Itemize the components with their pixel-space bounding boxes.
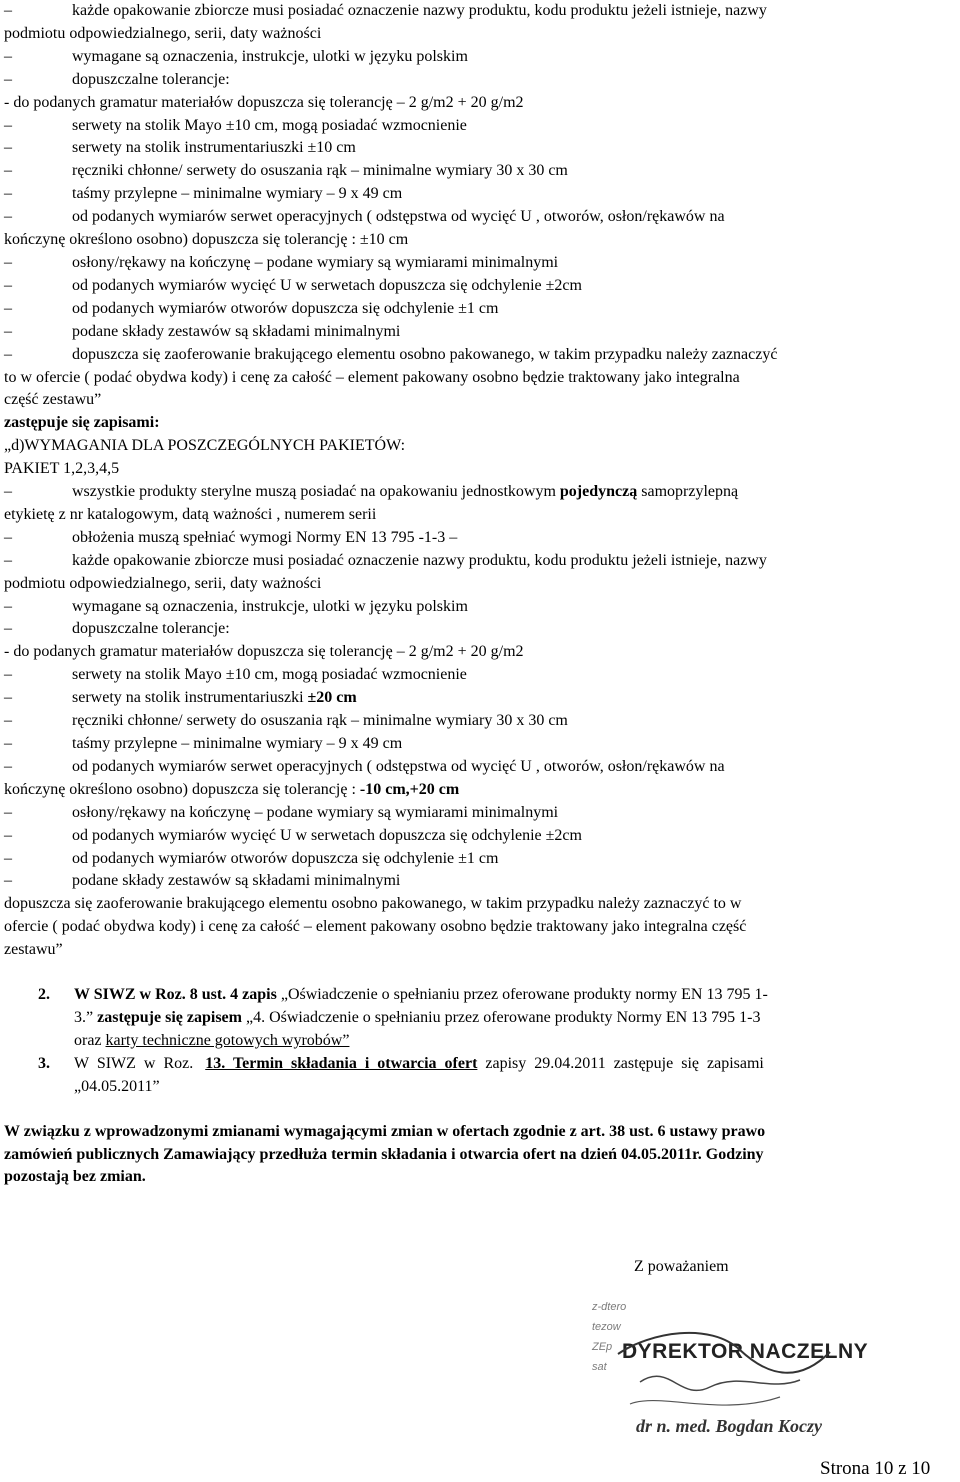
dash-bullet: – <box>4 620 12 638</box>
list-item: – serwety na stolik Mayo ±10 cm, mogą posiadać wzmocnienie <box>4 115 956 138</box>
list-item: – od podanych wymiarów wycięć U w serwetach dopuszcza się odchylenie ±2cm <box>4 275 956 298</box>
dash-bullet: – <box>4 47 12 65</box>
list-item-continuation: etykietę z nr katalogowym, datą ważności , numerem serii <box>4 505 377 523</box>
section-new-requirements <box>4 527 956 687</box>
list-item: – od podanych wymiarów serwet operacyjnych ( odstępstwa od wycięć U , otworów, osłon/rękawów na <box>4 206 956 229</box>
list-item: – serwety na stolik Mayo ±10 cm, mogą posiadać wzmocnienie <box>4 664 956 687</box>
list-item: – wymagane są oznaczenia, instrukcje, ulotki w języku polskim <box>4 46 956 69</box>
dash-bullet: – <box>4 208 12 226</box>
list-item: – ręczniki chłonne/ serwety do osuszania rąk – minimalne wymiary 30 x 30 cm <box>4 160 956 183</box>
dash-bullet: – <box>4 253 12 271</box>
list-item: – obłożenia muszą spełniać wymogi Normy EN 13 795 -1-3 – <box>4 527 956 550</box>
list-item-continuation: podmiotu odpowiedzialnego, serii, daty ważności <box>4 24 322 42</box>
dash-bullet: – <box>4 803 12 821</box>
section-new-requirements-c <box>4 802 956 894</box>
paragraph-line: pozostają bez zmian. <box>4 1168 146 1186</box>
dash-bullet: – <box>4 345 12 363</box>
list-item: – każde opakowanie zbiorcze musi posiadać oznaczenie nazwy produktu, kodu produktu jeżeli istnieje, nazwy <box>4 550 956 573</box>
numbered-item-2: 2. W SIWZ w Roz. 8 ust. 4 zapis „Oświadczenie o spełnianiu przez oferowane produkty normy EN 13 795 1- 3.” zastępuje się zapisem „4. Oświadczenie o spełnianiu przez oferowane produkty Normy EN 13 795 1-3 oraz karty techniczne gotowych wyrobów” <box>38 986 768 1049</box>
dash-bullet: – <box>4 322 12 340</box>
dash-bullet: – <box>4 712 12 730</box>
list-item: – taśmy przylepne – minimalne wymiary – 9 x 49 cm <box>4 733 956 756</box>
list-item-continuation: część zestawu” <box>4 391 102 409</box>
list-item: – od podanych wymiarów otworów dopuszcza się odchylenie ±1 cm <box>4 848 956 871</box>
list-item: – podane składy zestawów są składami minimalnymi <box>4 870 956 893</box>
paragraph-line: dopuszcza się zaoferowanie brakującego elementu osobno pakowanego, w takim przypadku należy zaznaczyć to w <box>4 895 742 913</box>
dash-bullet: – <box>4 551 12 569</box>
section-old-requirements <box>4 0 956 412</box>
dash-bullet: – <box>4 666 12 684</box>
numbered-item-3: 3. W SIWZ w Roz. 13. Termin składania i otwarcia ofert zapisy 29.04.2011 zastępuje się zapisami „04.05.2011” <box>38 1054 764 1095</box>
list-item: – osłony/rękawy na kończynę – podane wymiary są wymiarami minimalnymi <box>4 252 956 275</box>
dash-bullet: – <box>4 276 12 294</box>
stamp-signature <box>570 1292 910 1452</box>
stamp-signature-text: dr n. med. Bogdan Koczy <box>636 1416 823 1436</box>
stamp-title: DYREKTOR NACZELNY <box>622 1340 869 1363</box>
list-item: – dopuszczalne tolerancje: <box>4 69 956 92</box>
dash-bullet: – <box>4 2 12 19</box>
dash-bullet: – <box>4 299 12 317</box>
dash-bullet: – <box>4 528 12 546</box>
list-item-continuation: podmiotu odpowiedzialnego, serii, daty ważności <box>4 574 322 592</box>
paragraph-line: zestawu” <box>4 941 63 959</box>
list-item-continuation: - do podanych gramatur materiałów dopuszcza się tolerancję – 2 g/m2 + 20 g/m2 <box>4 93 524 111</box>
pakiet-label: PAKIET 1,2,3,4,5 <box>4 460 120 478</box>
list-item: – ręczniki chłonne/ serwety do osuszania rąk – minimalne wymiary 30 x 30 cm <box>4 710 956 733</box>
dash-bullet: – <box>4 826 12 844</box>
list-item: – wszystkie produkty sterylne muszą posiadać na opakowaniu jednostkowym pojedynczą samoprzylepną <box>4 481 956 504</box>
dash-bullet: – <box>4 757 12 775</box>
list-item-continuation: to w ofercie ( podać obydwa kody) i cenę za całość – element pakowany osobno będzie traktowany jako integralna <box>4 368 740 386</box>
list-item: – osłony/rękawy na kończynę – podane wymiary są wymiarami minimalnymi <box>4 802 956 825</box>
list-item: – dopuszcza się zaoferowanie brakującego elementu osobno pakowanego, w takim przypadku należy zaznaczyć <box>4 344 956 367</box>
svg-text:z-dtero: z-dtero <box>592 1301 627 1313</box>
dash-bullet: – <box>4 116 12 134</box>
list-item-continuation: - do podanych gramatur materiałów dopuszcza się tolerancję – 2 g/m2 + 20 g/m2 <box>4 643 524 661</box>
dash-bullet: – <box>4 70 12 88</box>
document-body <box>4 0 956 1189</box>
paragraph-line: W związku z wprowadzonymi zmianami wymagającymi zmian w ofertach zgodnie z art. 38 ust. 6 ustawy prawo <box>4 1122 766 1140</box>
dash-bullet: – <box>4 735 12 752</box>
list-item: – od podanych wymiarów serwet operacyjnych ( odstępstwa od wycięć U , otworów, osłon/rękawów na <box>4 756 956 779</box>
svg-text:sat: sat <box>592 1361 607 1373</box>
svg-text:tezow: tezow <box>592 1321 621 1333</box>
dash-bullet: – <box>4 139 12 157</box>
list-item: – wymagane są oznaczenia, instrukcje, ulotki w języku polskim <box>4 596 956 619</box>
paragraph-line: ofercie ( podać obydwa kody) i cenę za całość – element pakowany osobno będzie traktowany jako integralna część <box>4 918 747 936</box>
numbered-list <box>4 984 956 1099</box>
replace-label: zastępuje się zapisami: <box>4 414 160 432</box>
list-item: – serwety na stolik instrumentariuszki ±20 cm <box>4 687 956 710</box>
dash-bullet: – <box>4 849 12 867</box>
dash-bullet: – <box>4 689 12 707</box>
list-item: – każde opakowanie zbiorcze musi posiadać oznaczenie nazwy produktu, kodu produktu jeżeli istnieje, nazwy <box>4 0 956 23</box>
paragraph-line: zamówień publicznych Zamawiający przedłuża termin składania i otwarcia ofert na dzień 04.05.2011r. Godziny <box>4 1145 764 1163</box>
page-number: Strona 10 z 10 <box>820 1458 931 1479</box>
dash-bullet: – <box>4 597 12 615</box>
list-item: – od podanych wymiarów wycięć U w serwetach dopuszcza się odchylenie ±2cm <box>4 825 956 848</box>
closing-regards: Z poważaniem <box>634 1258 729 1275</box>
dash-bullet: – <box>4 872 12 890</box>
closing-paragraph <box>4 893 956 962</box>
final-paragraph <box>4 1121 956 1190</box>
list-item-continuation: kończynę określono osobno) dopuszcza się tolerancję : -10 cm,+20 cm <box>4 780 460 798</box>
list-item: – serwety na stolik instrumentariuszki ±10 cm <box>4 137 956 160</box>
svg-text:ZEp: ZEp <box>592 1341 613 1353</box>
section-new-requirements-b <box>4 710 956 779</box>
heading-requirements: „d)WYMAGANIA DLA POSZCZEGÓLNYCH PAKIETÓW: <box>4 437 406 455</box>
list-item: – taśmy przylepne – minimalne wymiary – 9 x 49 cm <box>4 183 956 206</box>
list-item-continuation: kończynę określono osobno) dopuszcza się tolerancję : ±10 cm <box>4 231 409 249</box>
list-item: – od podanych wymiarów otworów dopuszcza się odchylenie ±1 cm <box>4 298 956 321</box>
list-item: – dopuszczalne tolerancje: <box>4 618 956 641</box>
dash-bullet: – <box>4 483 12 501</box>
dash-bullet: – <box>4 162 12 180</box>
dash-bullet: – <box>4 185 12 203</box>
list-item: – podane składy zestawów są składami minimalnymi <box>4 321 956 344</box>
